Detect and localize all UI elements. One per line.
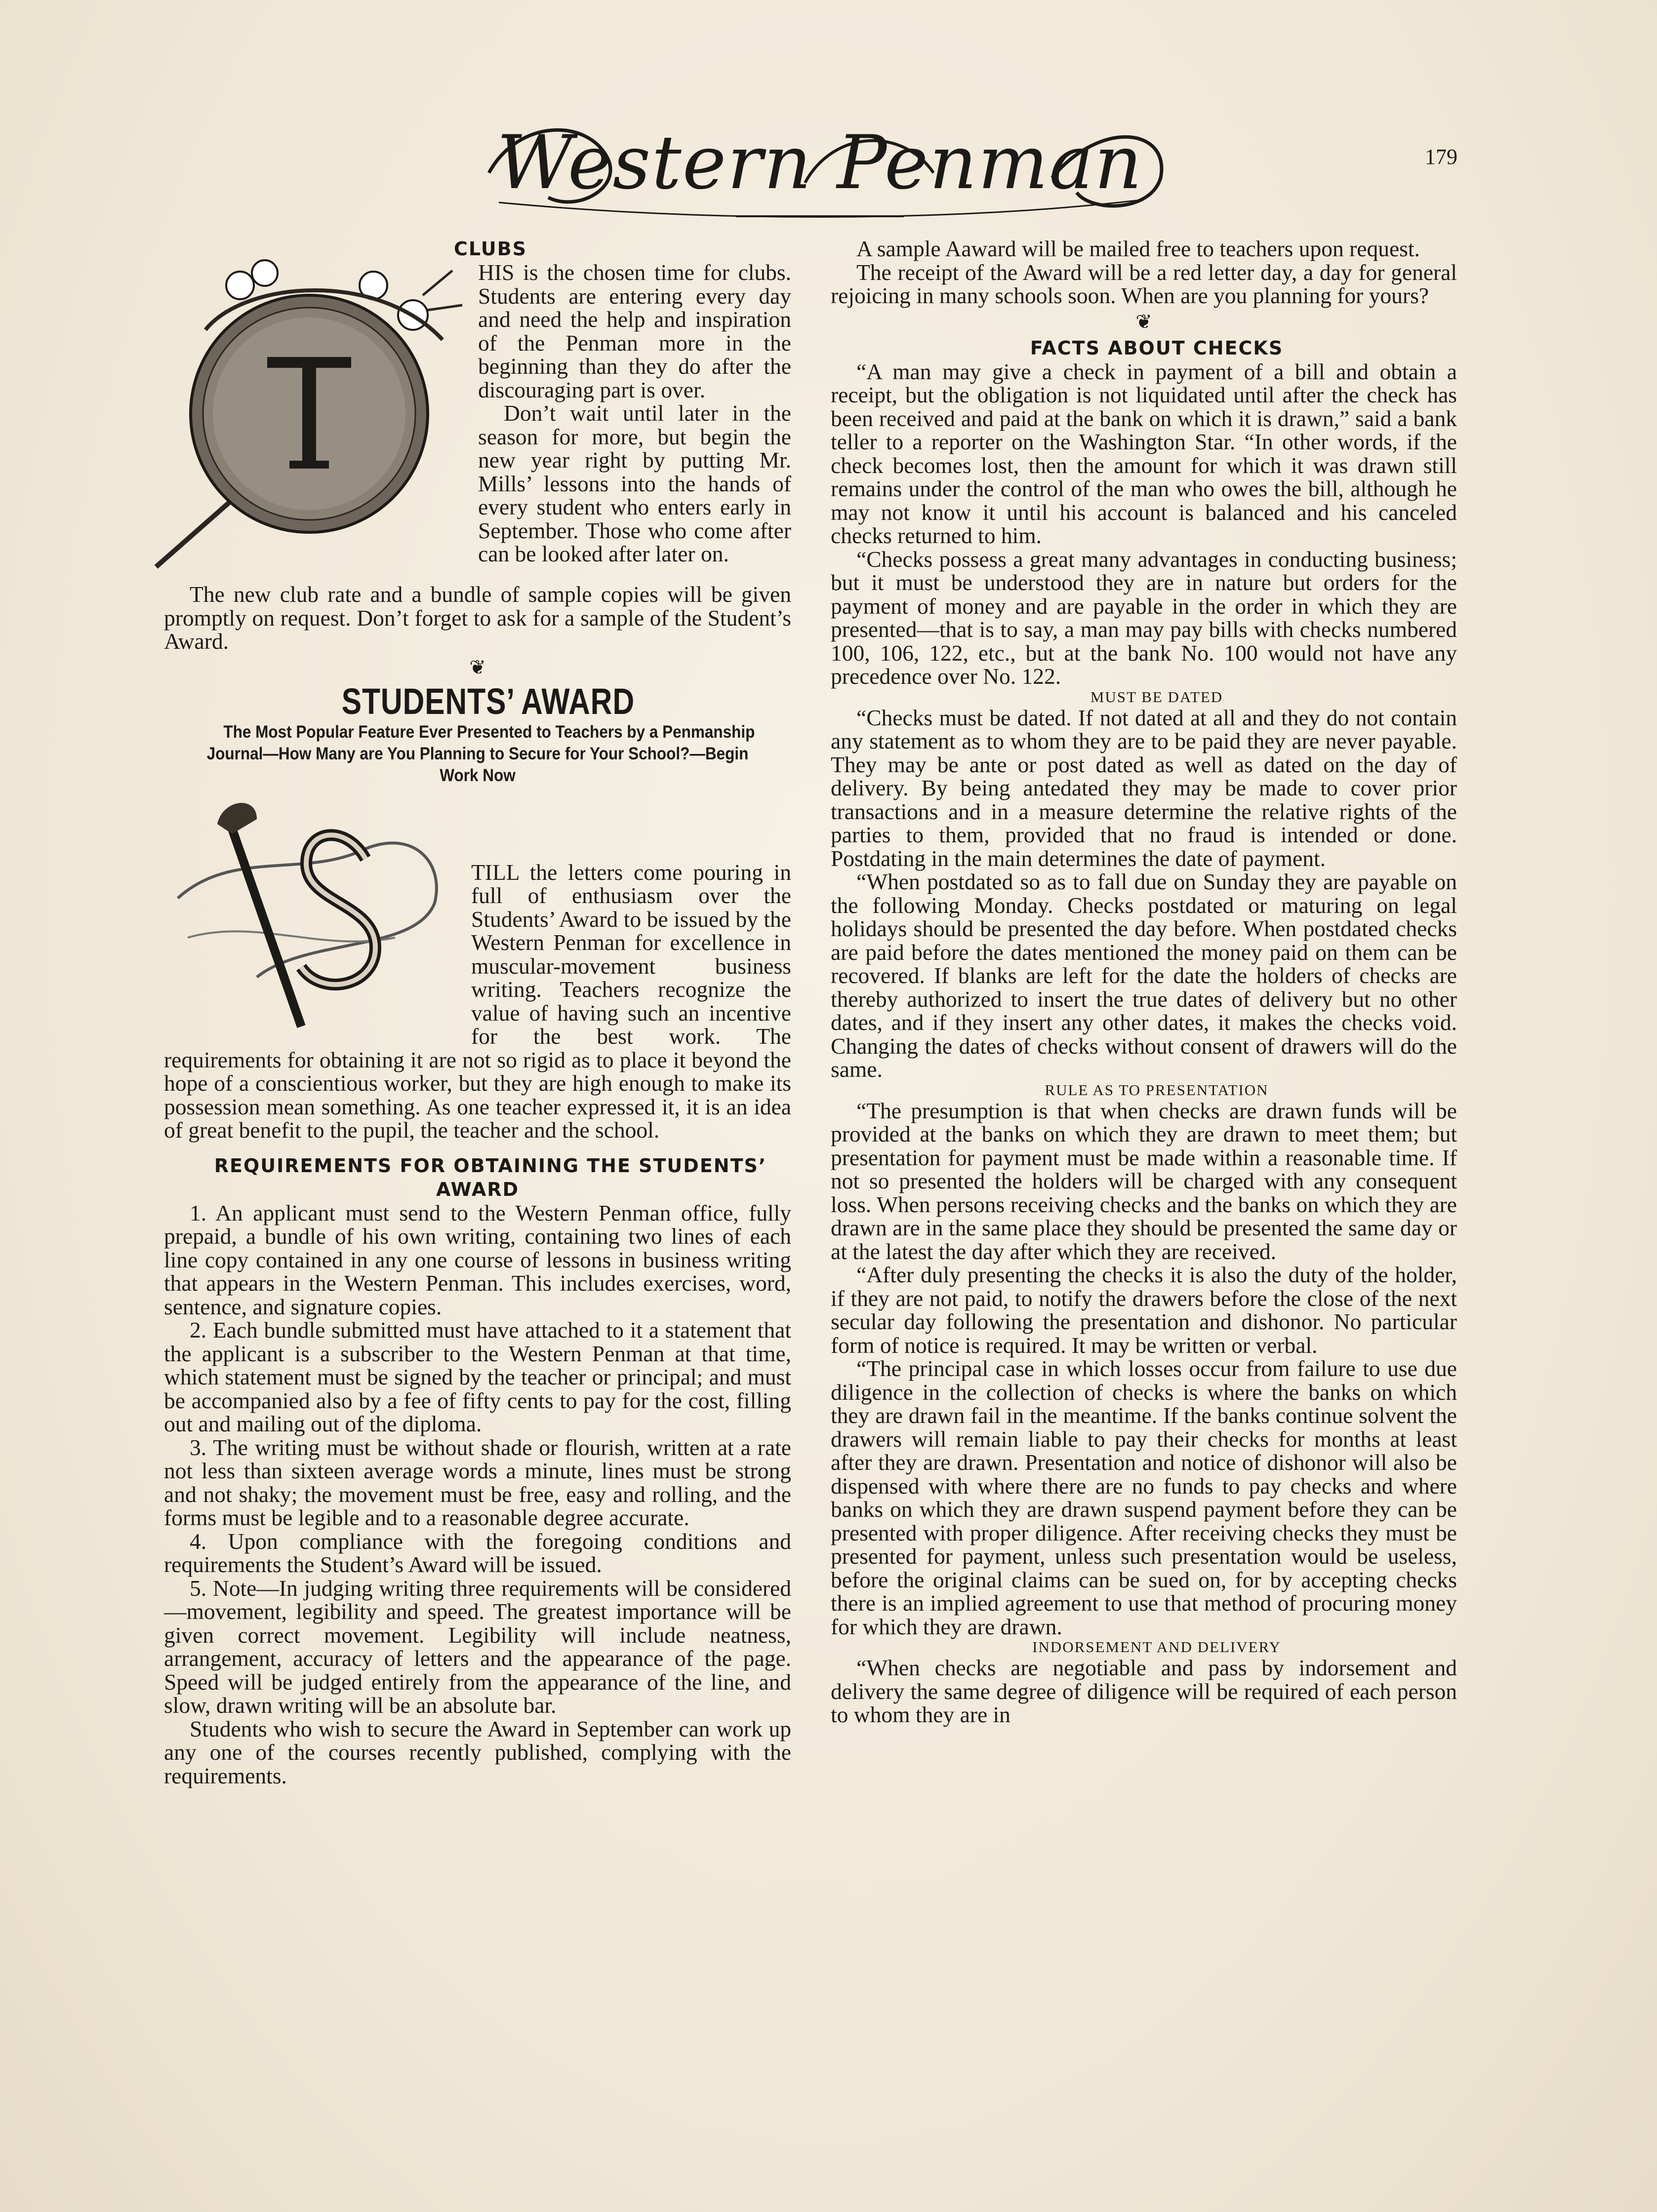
leaf-ornament-icon: ❦ [469,656,486,678]
page-number: 179 [1425,145,1457,169]
subheading-must-be-dated: MUST BE DATED [1090,688,1223,706]
requirement-1: 1. An applicant must send to the Western Penman office, fully prepaid, a bundle of his own writing, containing two lines of each line copy contained in any one course of lessons in business writing that appears in the Western Penman. This includes exercises, word, sentence, and signature copies. [164,1200,791,1319]
checks-paragraph-4: “When postdated so as to fall due on Sunday they are payable on the following Monday. Checks postdated or maturing on legal holidays should be presented the day before. When postdated checks are paid before the dates mentioned the money paid on them can be recovered. If blanks are left for the date the holders of checks are thereby authorized to insert the true dates of delivery but no other dates, and if they insert any other dates, it makes the checks void. Changing the dates of checks without consent of drawers will do the same. [831,869,1457,1082]
checks-paragraph-5: “The presumption is that when checks are drawn funds will be provided at the banks on which they are drawn to meet them; but presentation for payment must be made within a reasonable time. If not so presented the holders will be charged with any consequent loss. When persons receiving checks and the banks on which they are drawn are in the same place they should be presented the same day or at the latest the day after which they are received. [831,1098,1457,1264]
right-paragraph-1: A sample Aaward will be mailed free to teachers upon request. [856,236,1420,261]
checks-title: FACTS ABOUT CHECKS [1030,337,1284,359]
clubs-title: CLUBS [454,238,527,260]
checks-paragraph-2: “Checks possess a great many advantages in conducting business; but it must be understood they are in nature but orders for the payment of money and are payable in the order in which they are presented—that is to say, a man may pay bills with checks numbered 100, 106, 122, etc., but at the bank No. 100 would not have any precedence over No. 122. [831,546,1457,689]
checks-paragraph-6: “After duly presenting the checks it is also the duty of the holder, if they are not paid, to notify the drawers before the close of the next secular day following the presentation and dishonor. No particular form of notice is required. It may be written or verbal. [831,1262,1457,1358]
requirement-3: 3. The writing must be without shade or flourish, written at a rate not less than sixteen average words a minute, lines must be strong and not shaky; the movement must be free, easy and rolling, and the forms must be legible and to a reasonable degree accurate. [164,1434,791,1530]
clubs-paragraph-2: Don’t wait until later in the season for more, but begin the new year right by putting Mr. Mills’ lessons into the hands of every student who enters early in September. Those who come after can be looked after later on. [478,400,791,566]
right-column [831,237,1457,1727]
masthead [459,99,1180,227]
clubs-paragraph-3: The new club rate and a bundle of sample copies will be given promptly on request. Don’t forget to ask for a sample of the Student’s Award. [164,582,791,654]
requirements-title: REQUIREMENTS FOR OBTAINING THE STUDENTS’ AWARD [214,1154,767,1200]
checks-paragraph-3: “Checks must be dated. If not dated at all and they do not contain any statement as to whom they are to be paid they are never payable. They may be ante or post dated as well as dated on the day of delivery. By being antedated they may be made to cover prior transactions and in a measure determine the relative rights of the parties to them, provided that no fraud is intended or done. Postdating in the main determines the date of payment. [831,705,1457,871]
clubs-paragraph-1: HIS is the chosen time for clubs. Students are entering every day and need the help and inspiration of the Penman more in the beginning than they do after the discouraging part is over. [478,260,791,402]
award-block [164,787,791,1142]
requirement-6: Students who wish to secure the Award in September can work up any one of the courses recently published, complying with the requirements. [164,1716,791,1788]
leaf-ornament-icon-2: ❦ [1135,310,1152,333]
drop-cap-t-illustration [146,251,466,583]
clubs-block [164,261,791,583]
masthead-title: Western Penman [496,120,1143,206]
students-award-subtitle: The Most Popular Feature Ever Presented to Teachers by a Penmanship Journal—How Many are You Planning to Secure for Your School?—Begin Work Now [206,722,755,785]
requirement-2: 2. Each bundle submitted must have attached to it a statement that the applicant is a subscriber to the Western Penman at that time, which statement must be signed by the teacher or principal; and must be accompanied also by a fee of fifty cents to pay for the cost, filling out and mailing out of the diploma. [164,1317,791,1436]
students-award-title: STUDENTS’ AWARD [341,680,635,722]
checks-paragraph-7: “The principal case in which losses occur from failure to use due diligence in the collection of checks is where the banks on which they are drawn fail in the meantime. If the banks continue solvent the drawers will remain liable to pay their checks for months at least after they are drawn. Presentation and notice of dishonor will also be dispensed with where there are no funds to pay checks and where banks on which they are drawn suspend payment before they can be presented with proper diligence. After receiving checks they must be presented for payment, unless such presentation would be useless, before the original claims can be sued on, for by accepting checks there is an implied agreement to use that method of procuring money for which they are drawn. [831,1356,1457,1639]
checks-paragraph-1: “A man may give a check in payment of a bill and obtain a receipt, but the obligation is not liquidated until after the check has been received and paid at the bank on which it is drawn,” said a bank teller to a reporter on the Washington Star. “In other words, if the check becomes lost, then the amount for which it was drawn still remains under the control of the man who owes the bill, although he may not know it until his account is balanced and his canceled checks returned to him. [831,358,1457,548]
award-paragraph-1: TILL the letters come pouring in full of enthusiasm over the Students’ Award to be issued by the Western Penman for excellence in muscular-movement business writing. Teachers recognize the value of having such an incentive for the best work. The requirements for obtaining it are not so rigid as to place it beyond the hope of a conscientious worker, but they are high enough to make its possession mean something. As one teacher expressed it, it is an idea of great benefit to the pupil, the teacher and the school. [164,859,791,1143]
left-column [164,237,791,1787]
right-paragraph-2: The receipt of the Award will be a red letter day, a day for general rejoicing in many schools soon. When are you planning for yours? [831,259,1457,308]
requirement-4: 4. Upon compliance with the foregoing conditions and requirements the Student’s Award will be issued. [164,1528,791,1577]
subheading-indorsement: INDORSEMENT AND DELIVERY [1032,1638,1281,1656]
requirement-5: 5. Note—In judging writing three requirements will be considered—movement, legibility and speed. The greatest importance will be given correct movement. Legibility will include neatness, arrangement, accuracy of letters and the appearance of the page. Speed will be judged entirely from the appearance of the line, and slow, drawn writing will be an absolute bar. [164,1575,791,1718]
subheading-rule-presentation: RULE AS TO PRESENTATION [1045,1081,1269,1099]
checks-paragraph-8: “When checks are negotiable and pass by indorsement and delivery the same degree of diligence will be required of each person to whom they are in [831,1655,1457,1727]
drop-cap-s-illustration [158,790,459,1036]
